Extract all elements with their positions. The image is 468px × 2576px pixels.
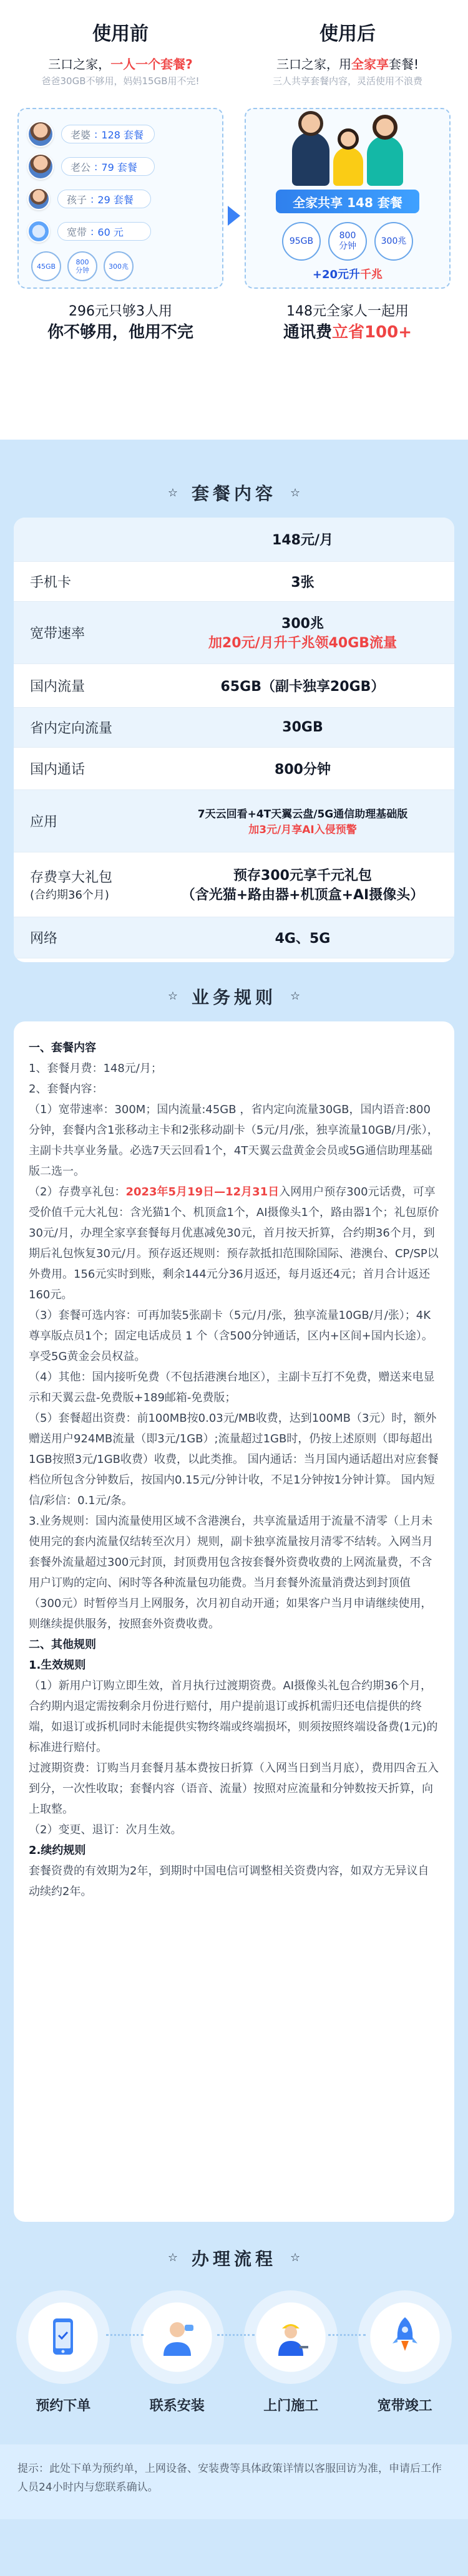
- rules-card: 一、套餐内容 1、套餐月费：148元/月； 2、套餐内容： （1）宽带速率：300M；国内流量:45GB ，省内定向流量30GB，国内语音:800分钟，套餐内含1张移动主卡和2张移动副卡（5元/月/张，独享流量10GB/月/张），主副卡共享业务量。必选7天云回看1个，4T天翼云盘黄金会员或5G通信助理基础版二选一。 （2）存费享礼包：2023年5月19日—12月31日入网用户预存300元话费，可享受价值千元大礼包：含光猫1个、机顶盒1个，AI摄像头1个，路由器1个；礼包原价30元/月，办理全家享套餐每月优惠减免30元，首月按天折算，合约期36个月，到期后礼包恢复30元/月。预存返还规则：预存款抵扣范围除国际、港澳台、CP/SP以外费用。156元实时到账，剩余144元分36月返还，每月返还4元；首月合计返还160元。 （3）套餐可选内容：可再加装5张副卡（5元/月/张，独享流量10GB/月/张）；4K尊享版点员1个；固定电话成员 1 个（含500分钟通话，区内+区间+国内长途）。享受5G黄金会员权益。 （4）其他：国内接听免费（不包括港澳台地区），主副卡互打不免费，赠送来电显示和天翼云盘-免费版+189邮箱-免费版； （5）套餐超出资费：前100MB按0.03元/MB收费，达到100MB（3元）时，额外赠送用户924MB流量（即3元/1GB）;流量超过1GB时，仍按上述原则（即每超出1GB按照3元/1GB收费）收费，以此类推。 国内通话：当月国内通话超出对应套餐档位所包含分钟数后，按国内0.15元/分钟计收，不足1分钟按1分钟计算。 国内短信/彩信：0.1元/条。 3.业务规则：国内流量使用区域不含港澳台，共享流量适用于流量不清零（上月未使用完的套内流量仅结转至次月）规则，副卡独享流量按月清零不结转。入网当月套餐外流量超过300元封顶，封顶费用包含按套餐外资费收费的上网流量费，不含用户订购的定向、闲时等各种流量包功能费。当月套餐外流量消费达到封顶值（300元）时暂停当月上网服务，次月初自动开通；如果客户当月申请继续使用，则继续提供服务，按照套外资费收费。 二、其他规则 1.生效规则 （1）新用户订购立即生效，首月执行过渡期资费。AI摄像头礼包合约期36个月，合约期内退定需按剩余月份进行赔付，用户提前退订或拆机需归还电信提供的终端，如退订或拆机同时未能提供实物终端或终端损坏，则须按照终端设备费(1元)的标准进行赔付。 过渡期资费：订购当月套餐月基本费按日折算（入网当日到当月底），费用四舍五入到分，一次性收取；套餐内容（语音、流量）按照对应流量和分钟数按天折算，向上取整。 （2）变更、退订：次月生效。 2.续约规则 套餐资费的有效期为2年，到期时中国电信可调整相关资费内容，如双方无异议自动续约2年。: [14, 1021, 454, 2222]
- minutes-circle: 800 分钟: [67, 251, 97, 281]
- member-pill: 老婆 : 128 套餐: [61, 125, 155, 143]
- process-section: [0, 2222, 468, 2519]
- star-icon: ☆: [167, 486, 178, 499]
- after-headline: 三口之家，用全家享套餐!: [276, 57, 419, 72]
- table-row: 应用 7天云回看+4T天翼云盘/5G通信助理基础版 加3元/月享AI入侵预警: [14, 789, 454, 852]
- family-share-banner: 全家共享 148 套餐: [276, 190, 419, 213]
- plan-price: 148元/月: [151, 518, 454, 561]
- member-row: [27, 185, 213, 213]
- family-illustration: [255, 120, 441, 186]
- member-pill: 老公 : 79 套餐: [61, 157, 155, 176]
- plan-section: [0, 440, 468, 962]
- data-bubble: 95GB: [282, 222, 321, 261]
- process-section-title: ☆ 办理流程 ☆: [167, 2248, 301, 2269]
- before-title: 使用前: [92, 23, 149, 45]
- table-row: 网络 4G、5G: [14, 917, 454, 958]
- member-row: [27, 153, 213, 180]
- table-row: 省内定向流量 30GB: [14, 707, 454, 747]
- dotted-connector: [328, 2334, 366, 2336]
- table-row: 手机卡 3张: [14, 561, 454, 601]
- rocket-icon: [380, 2312, 430, 2362]
- rules-section-title: ☆ 业务规则 ☆: [167, 987, 301, 1008]
- table-row: 国内通话 800分钟: [14, 747, 454, 789]
- process-steps: [0, 2290, 468, 2414]
- member-row: [27, 218, 213, 245]
- table-row: [14, 518, 454, 561]
- father-figure: [292, 132, 329, 186]
- after-caption: 148元全家人一起用: [286, 304, 409, 319]
- upgrade-note: +20元升千兆: [312, 268, 383, 281]
- wife-avatar: [27, 121, 54, 147]
- before-subline: 爸爸30GB不够用，妈妈15GB用不完!: [41, 75, 200, 87]
- star-icon: ☆: [290, 990, 301, 1003]
- notice-text: 提示：此处下单为预约单，上网设备、安装费等具体政策详情以客服回访为准，申请后工作人员24小时内与您联系确认。: [0, 2444, 468, 2519]
- step-complete: 宽带竣工: [352, 2290, 458, 2414]
- step-contact: 联系安装: [124, 2290, 230, 2414]
- member-pill: 宽带 : 60 元: [57, 222, 151, 241]
- plan-table-card: [14, 518, 454, 962]
- broadband-bubble: 300兆: [374, 222, 413, 261]
- member-pill: 孩子 : 29 套餐: [57, 190, 151, 208]
- plan-section-title: ☆ 套餐内容 ☆: [167, 483, 301, 504]
- star-icon: ☆: [290, 2251, 301, 2264]
- table-row: 存费享大礼包 (合约期36个月) 预存300元享千元礼包 （含光猫+路由器+机顶盒+AI摄像头）: [14, 852, 454, 917]
- table-row: 国内流量 65GB（副卡独享20GB）: [14, 663, 454, 707]
- before-caption-bold: 你不够用，他用不完: [47, 323, 193, 342]
- minutes-bubble: 800 分钟: [328, 222, 367, 261]
- step-order: 预约下单: [10, 2290, 116, 2414]
- star-icon: ☆: [290, 486, 301, 499]
- technician-icon: [266, 2312, 316, 2362]
- member-row: [27, 120, 213, 148]
- phone-order-icon: [38, 2312, 88, 2362]
- table-row: 宽带速率 300兆 加20元/月升千兆领40GB流量: [14, 601, 454, 663]
- after-caption-bold: 通讯费立省100+: [283, 323, 412, 342]
- plan-table: [14, 518, 454, 958]
- router-icon: [27, 220, 50, 243]
- broadband-circle: 300兆: [104, 251, 134, 281]
- dotted-connector: [106, 2334, 144, 2336]
- before-resource-circles: [27, 251, 213, 281]
- after-subline: 三人共享套餐内容，灵活使用不浪费: [272, 75, 422, 87]
- after-column: [245, 22, 451, 344]
- before-column: [17, 22, 223, 344]
- child-figure: [333, 147, 363, 186]
- after-card: [245, 108, 451, 289]
- husband-avatar: [27, 153, 54, 180]
- after-resource-bubbles: [255, 222, 441, 261]
- step-onsite: 上门施工: [238, 2290, 344, 2414]
- mother-figure: [367, 136, 403, 186]
- star-icon: ☆: [167, 990, 178, 1003]
- arrow-right-icon: [228, 206, 240, 226]
- contact-install-icon: [152, 2312, 202, 2362]
- dotted-connector: [217, 2334, 255, 2336]
- compare-section: [0, 0, 468, 440]
- data-circle: 45GB: [31, 251, 61, 281]
- star-icon: ☆: [167, 2251, 178, 2264]
- after-title: 使用后: [319, 23, 376, 45]
- before-caption: 296元只够3人用: [69, 304, 172, 319]
- rules-section: [0, 962, 468, 2222]
- before-headline: 三口之家，一人一个套餐?: [48, 57, 193, 72]
- child-avatar: [27, 188, 50, 210]
- before-card: [17, 108, 223, 289]
